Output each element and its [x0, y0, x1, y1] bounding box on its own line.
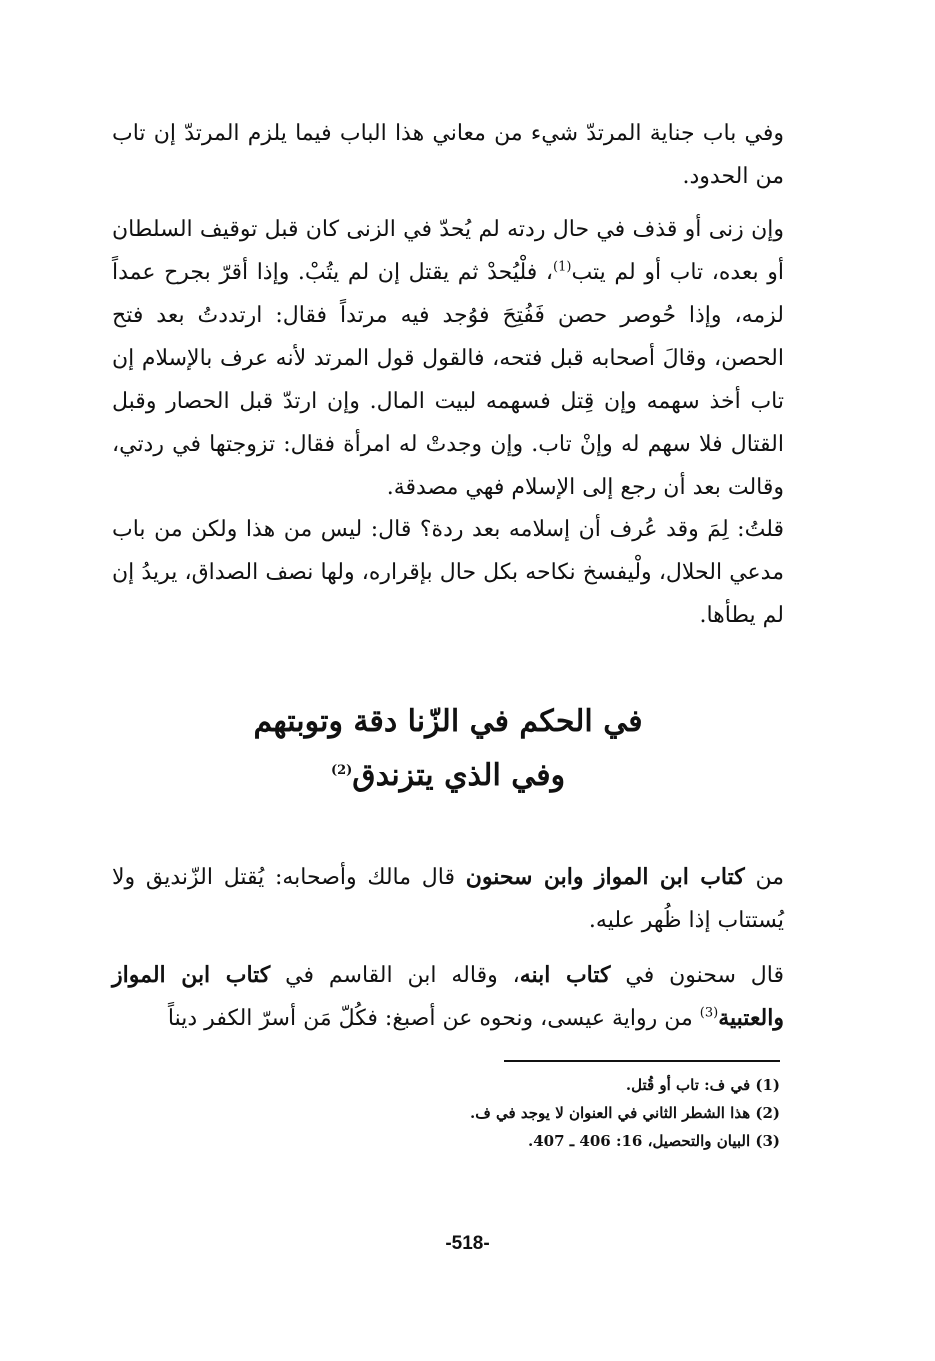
footnote-2: (2) هذا الشطر الثاني في العنوان لا يوجد في ف.	[470, 1104, 780, 1122]
book-title: كتاب ابن المواز وابن سحنون	[465, 864, 745, 890]
paragraph-text: قال مالك وأصحابه: يُقتل الزّنديق ولا يُستتاب إذا ظُهر عليه.	[112, 865, 784, 933]
paragraph-text: ، وقاله ابن القاسم في	[270, 963, 520, 988]
footnote-text: ، 16: 406 ـ 407.	[528, 1132, 653, 1150]
section-heading-line1: في الحكم في الزّنا دقة وتوبتهم	[253, 704, 643, 739]
footnote-ref-3: (3)	[699, 1005, 719, 1021]
paragraph-text: وإن زنى أو قذف في حال ردته لم يُحدّ في الزنى كان قبل توقيف السلطان أو بعده، تاب أو لم يتب	[112, 217, 784, 285]
heading-text: وفي الذي يتزندق	[352, 758, 566, 793]
paragraph-question	[112, 508, 784, 637]
book-title: كتاب ابنه	[519, 962, 611, 988]
footnote-text: (3)	[750, 1132, 780, 1150]
paragraph-text: ، فلْيُحدْ ثم يقتل إن لم يتُبْ. وإذا أقرّ بجرح عمداً لزمه، وإذا حُوصر حصن فَفُتِحَ فوُجد فيه مرتداً فقال: ارتددتُ بعد فتح الحصن، وقالَ أصحابه قبل فتحه، فالقول قول المرتد لأنه عرف بالإسلام إن تاب أخذ سهمه وإن قِتل فسهمه لبيت المال. وإن ارتدّ قبل الحصار وقبل القتال فلا سهم له وإنْ تاب. وإن وجدتْ له امرأة فقال: تزوجتها في ردتي، وقالت بعد أن رجع إلى الإسلام فهي مصدقة.	[112, 260, 784, 500]
footnote-book-title: البيان والتحصيل	[652, 1132, 751, 1150]
paragraph-text: من	[744, 865, 784, 890]
book-title: كتاب ابن المواز والعتبية	[112, 962, 784, 1031]
paragraph-text: قال سحنون في	[610, 963, 785, 988]
paragraph-text: وفي باب جناية المرتدّ شيء من معاني هذا الباب فيما يلزم المرتدّ إن تاب من الحدود.	[112, 121, 784, 189]
paragraph-text: قلتُ: لِمَ وقد عُرف أن إسلامه بعد ردة؟ قال: ليس من هذا ولكن من باب مدعي الحلال، ولْيفسخ نكاحه بكل حال بإقراره، ولها نصف الصداق، يريدُ إن لم يطأها.	[112, 517, 784, 628]
footnote-divider	[504, 1060, 780, 1062]
footnote-ref-1: (1)	[553, 259, 572, 275]
footnote-1: (1) في ف: تاب أو قُتل.	[625, 1076, 780, 1094]
paragraph-zina-during-apostasy	[112, 208, 784, 509]
paragraph-sahnun	[112, 954, 784, 1040]
page-number: -518-	[445, 1233, 490, 1254]
paragraph-text: من رواية عيسى، ونحوه عن أصبغ: فكُلّ مَن أسرّ الكفر ديناً	[167, 1006, 700, 1031]
footnote-ref-2: (2)	[330, 763, 353, 778]
paragraph-zindiq	[112, 856, 784, 942]
section-heading-line2	[112, 748, 784, 804]
footnote-3	[112, 1128, 780, 1154]
paragraph-apostate-crime	[112, 112, 784, 198]
